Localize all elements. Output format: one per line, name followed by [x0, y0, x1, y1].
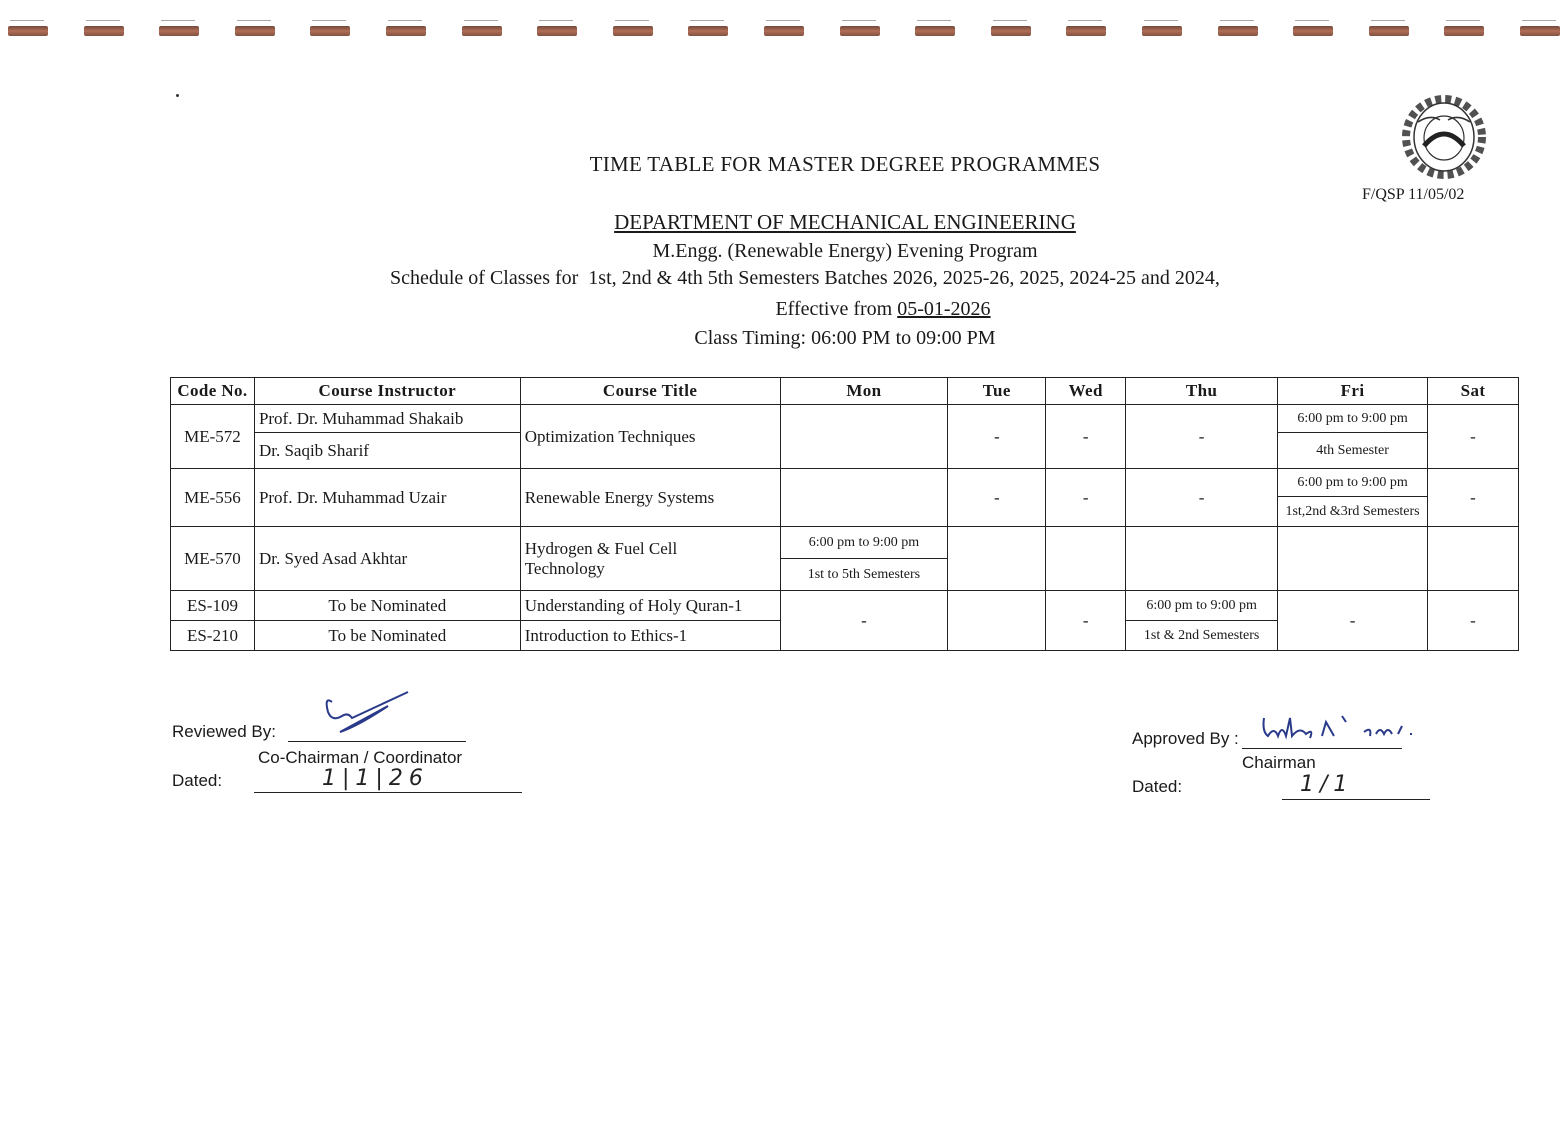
course-title-line: Technology [524, 558, 605, 578]
binding-hole [840, 26, 880, 36]
reviewed-date-handwritten: 1|1|26 [322, 766, 429, 791]
col-wed: Wed [1046, 378, 1126, 405]
wed-cell [1046, 527, 1126, 591]
sat-cell: - [1428, 591, 1519, 651]
binding-hole [915, 26, 955, 36]
binding-hole [991, 26, 1031, 36]
binding-hole [235, 26, 275, 36]
binding-hole [1066, 26, 1106, 36]
binding-hole [84, 26, 124, 36]
wed-cell: - [1046, 405, 1126, 469]
course-code: ME-572 [171, 405, 255, 469]
mon-semester: 1st to 5th Semesters [780, 559, 948, 591]
instructor: Dr. Syed Asad Akhtar [254, 527, 520, 591]
binding-hole [1444, 26, 1484, 36]
col-thu: Thu [1126, 378, 1278, 405]
binding-hole [1142, 26, 1182, 36]
fri-time: 6:00 pm to 9:00 pm [1278, 469, 1428, 497]
fri-cell [1278, 527, 1428, 591]
course-code: ES-109 [171, 591, 255, 621]
course-code: ME-556 [171, 469, 255, 527]
spiral-binding [0, 18, 1566, 48]
mon-cell [780, 405, 948, 469]
binding-hole [462, 26, 502, 36]
program-name: M.Engg. (Renewable Energy) Evening Program [652, 240, 1038, 262]
schedule-line: Schedule of Classes for 1st, 2nd & 4th 5th Semesters Batches 2026, 2025-26, 2025, 2024-25 and 2024, [390, 267, 1220, 289]
thu-time: 6:00 pm to 9:00 pm [1126, 591, 1278, 621]
sat-cell: - [1428, 405, 1519, 469]
col-fri: Fri [1278, 378, 1428, 405]
binding-hole [1218, 26, 1258, 36]
form-number: F/QSP 11/05/02 [1362, 186, 1465, 203]
reviewed-by-label: Reviewed By: [172, 722, 276, 741]
binding-hole [537, 26, 577, 36]
col-mon: Mon [780, 378, 948, 405]
mon-cell: - [780, 591, 948, 651]
approved-date-line [1282, 799, 1430, 800]
table-row [171, 405, 1519, 433]
fri-semester: 4th Semester [1278, 433, 1428, 469]
col-code: Code No. [171, 378, 255, 405]
effective-from [0, 298, 1566, 321]
course-title: Introduction to Ethics-1 [520, 621, 780, 651]
binding-hole [613, 26, 653, 36]
approved-dated-label: Dated: [1132, 777, 1183, 796]
tue-cell: - [948, 469, 1046, 527]
col-instructor: Course Instructor [254, 378, 520, 405]
thu-cell: - [1126, 469, 1278, 527]
binding-hole [8, 26, 48, 36]
fri-cell: - [1278, 591, 1428, 651]
mon-cell [780, 469, 948, 527]
tue-cell [948, 527, 1046, 591]
timetable [170, 377, 1519, 651]
reviewer-role: Co-Chairman / Coordinator [258, 748, 463, 767]
sat-cell: - [1428, 469, 1519, 527]
binding-hole [310, 26, 350, 36]
effective-date: 05-01-2026 [897, 298, 991, 320]
class-timing: Class Timing: 06:00 PM to 09:00 PM [694, 327, 996, 349]
course-title: Renewable Energy Systems [520, 469, 780, 527]
wed-cell: - [1046, 469, 1126, 527]
instructor: Dr. Saqib Sharif [254, 433, 520, 469]
tue-cell [948, 591, 1046, 651]
speck [176, 94, 179, 97]
reviewer-signature [318, 688, 418, 745]
instructor: To be Nominated [254, 621, 520, 651]
thu-semester: 1st & 2nd Semesters [1126, 621, 1278, 651]
binding-hole [764, 26, 804, 36]
binding-hole [688, 26, 728, 36]
binding-hole [1520, 26, 1560, 36]
sat-cell [1428, 527, 1519, 591]
col-title: Course Title [520, 378, 780, 405]
wed-cell: - [1046, 591, 1126, 651]
thu-cell: - [1126, 405, 1278, 469]
approver-signature [1260, 712, 1435, 753]
course-title: Understanding of Holy Quran-1 [520, 591, 780, 621]
binding-hole [386, 26, 426, 36]
mon-time: 6:00 pm to 9:00 pm [780, 527, 948, 559]
instructor: To be Nominated [254, 591, 520, 621]
fri-semester: 1st,2nd &3rd Semesters [1278, 497, 1428, 527]
header-row [171, 378, 1519, 405]
tue-cell: - [948, 405, 1046, 469]
table-row [171, 469, 1519, 497]
binding-hole [1369, 26, 1409, 36]
fri-time: 6:00 pm to 9:00 pm [1278, 405, 1428, 433]
thu-cell [1126, 527, 1278, 591]
course-title-line: Hydrogen & Fuel Cell [524, 538, 678, 558]
approver-role: Chairman [1242, 753, 1316, 772]
department-name: DEPARTMENT OF MECHANICAL ENGINEERING [614, 210, 1076, 234]
effective-label: Effective from [775, 298, 893, 320]
binding-hole [159, 26, 199, 36]
course-title: Optimization Techniques [520, 405, 780, 469]
reviewed-dated-label: Dated: [172, 771, 223, 790]
approved-date-handwritten: 1/1 [1300, 772, 1354, 797]
binding-hole [1293, 26, 1333, 36]
col-sat: Sat [1428, 378, 1519, 405]
course-code: ME-570 [171, 527, 255, 591]
course-title [520, 527, 780, 591]
table-row [171, 591, 1519, 621]
col-tue: Tue [948, 378, 1046, 405]
instructor: Prof. Dr. Muhammad Uzair [254, 469, 520, 527]
instructor: Prof. Dr. Muhammad Shakaib [254, 405, 520, 433]
department-heading [0, 210, 1566, 235]
approved-by-label: Approved By : [1132, 729, 1239, 748]
document-title: TIME TABLE FOR MASTER DEGREE PROGRAMMES [589, 152, 1101, 176]
table-row [171, 527, 1519, 559]
reviewed-date-line [254, 792, 522, 793]
course-code: ES-210 [171, 621, 255, 651]
